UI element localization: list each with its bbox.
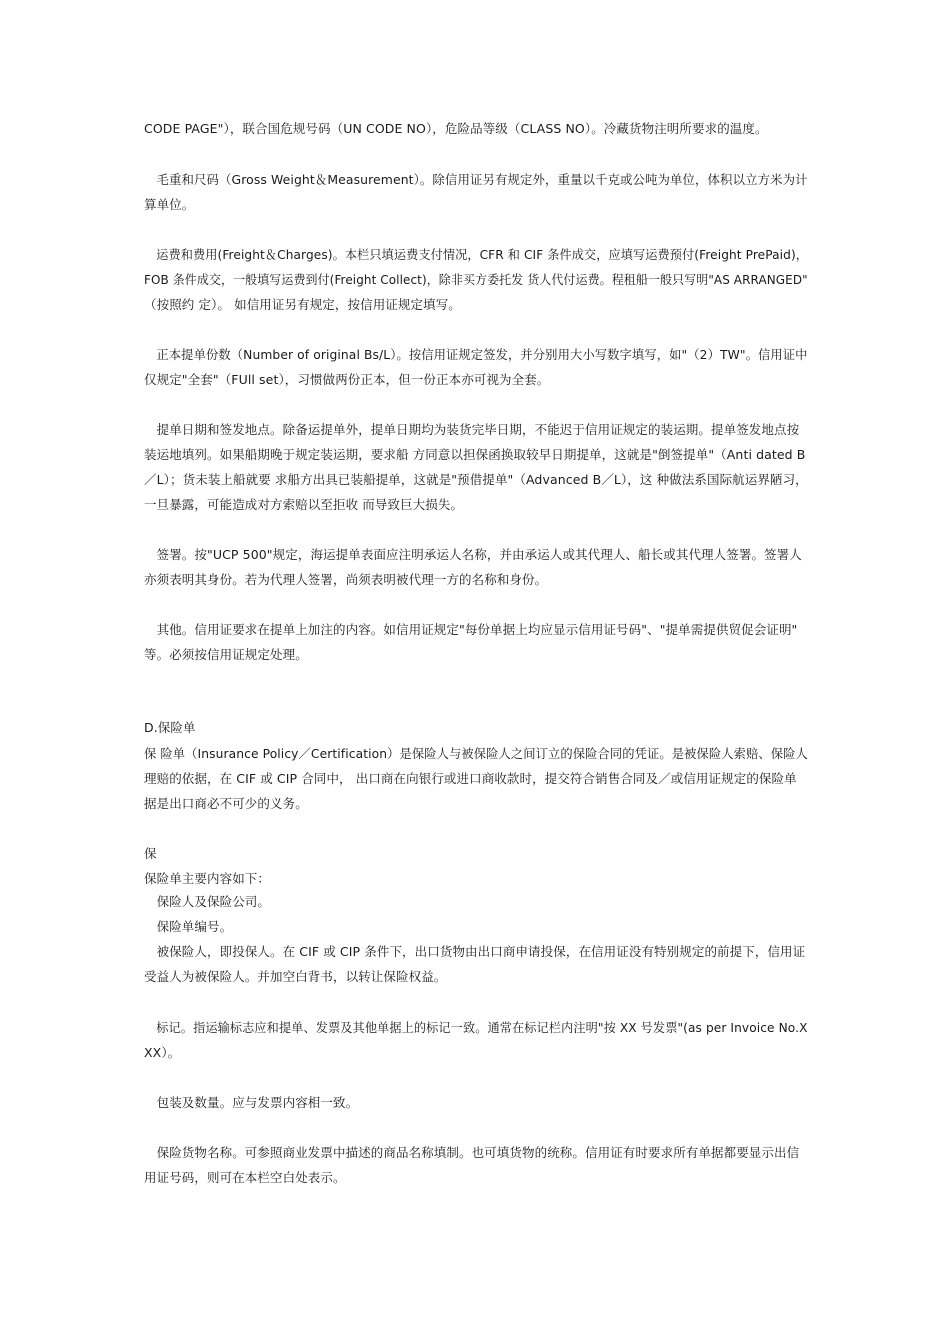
text-line: 保险单编号。 xyxy=(144,919,233,934)
text-line: （按照约 定）。 如信用证另有规定，按信用证规定填写。 xyxy=(144,297,461,312)
text-line: 保险货物名称。可参照商业发票中描述的商品名称填制。也可填货物的统称。信用证有时要求所有单据都要显示出信 xyxy=(144,1145,800,1160)
text-line: 保 xyxy=(144,846,157,861)
text-line: 亦须表明其身份。若为代理人签署，尚须表明被代理一方的名称和身份。 xyxy=(144,572,548,587)
text-line: 用证号码，则可在本栏空白处表示。 xyxy=(144,1170,346,1185)
text-line: ／L）；货未装上船就要 求船方出具已装船提单，这就是"预借提单"（Advanced B／L），这 种做法系国际航运界陋习， xyxy=(144,472,808,487)
text-line: 提单日期和签发地点。除备运提单外，提单日期均为装货完毕日期，不能迟于信用证规定的装运期。提单签发地点按 xyxy=(144,422,800,437)
text-line: 保险人及保险公司。 xyxy=(144,894,271,909)
section-heading: D.保险单 xyxy=(144,720,196,735)
text-line: 一旦暴露，可能造成对方索赔以至拒收 而导致巨大损失。 xyxy=(144,497,464,512)
text-line: 毛重和尺码（Gross Weight＆Measurement）。除信用证另有规定外，重量以千克或公吨为单位，体积以立方米为计 xyxy=(144,172,808,187)
text-line: 其他。信用证要求在提单上加注的内容。如信用证规定"每份单据上均应显示信用证号码"、"提单需提供贸促会证明" xyxy=(144,622,798,637)
text-line: 包装及数量。应与发票内容相一致。 xyxy=(144,1095,359,1110)
text-line: 据是出口商必不可少的义务。 xyxy=(144,796,308,811)
text-line: 标记。指运输标志应和提单、发票及其他单据上的标记一致。通常在标记栏内注明"按 XX 号发票"(as per Invoice No.X xyxy=(144,1020,808,1035)
text-line: 正本提单份数（Number of original Bs/L）。按信用证规定签发，并分别用大小写数字填写，如"（2）TW"。信用证中 xyxy=(144,347,808,362)
text-line: 仅规定"全套"（FUll set），习惯做两份正本，但一份正本亦可视为全套。 xyxy=(144,372,550,387)
text-line: 运费和费用(Freight＆Charges)。本栏只填运费支付情况，CFR 和 CIF 条件成交，应填写运费预付(Freight PrePaid)， xyxy=(144,247,809,262)
text-line: CODE PAGE"），联合国危规号码（UN CODE NO），危险品等级（CLASS NO）。冷藏货物注明所要求的温度。 xyxy=(144,121,768,136)
text-line: 算单位。 xyxy=(144,197,195,212)
text-line: 保 险单（Insurance Policy／Certification）是保险人与被保险人之间订立的保险合同的凭证。是被保险人索赔、保险人 xyxy=(144,746,808,761)
text-line: 等。必须按信用证规定处理。 xyxy=(144,647,308,662)
text-line: 理赔的依据，在 CIF 或 CIP 合同中， 出口商在向银行或进口商收款时，提交符合销售合同及／或信用证规定的保险单 xyxy=(144,771,797,786)
text-line: 装运地填列。如果船期晚于规定装运期，要求船 方同意以担保函换取较早日期提单，这就是"倒签提单"（Anti dated B xyxy=(144,447,806,462)
text-line: FOB 条件成交，一般填写运费到付(Freight Collect)，除非买方委托发 货人代付运费。程租船一般只写明"AS ARRANGED" xyxy=(144,272,808,287)
text-line: 保险单主要内容如下： xyxy=(144,871,271,886)
text-line: XX）。 xyxy=(144,1045,181,1060)
text-line: 签署。按"UCP 500"规定，海运提单表面应注明承运人名称，并由承运人或其代理人、船长或其代理人签署。签署人 xyxy=(144,547,802,562)
text-line: 受益人为被保险人。并加空白背书，以转让保险权益。 xyxy=(144,969,447,984)
text-line: 被保险人，即投保人。在 CIF 或 CIP 条件下，出口货物由出口商申请投保，在信用证没有特别规定的前提下，信用证 xyxy=(144,944,806,959)
